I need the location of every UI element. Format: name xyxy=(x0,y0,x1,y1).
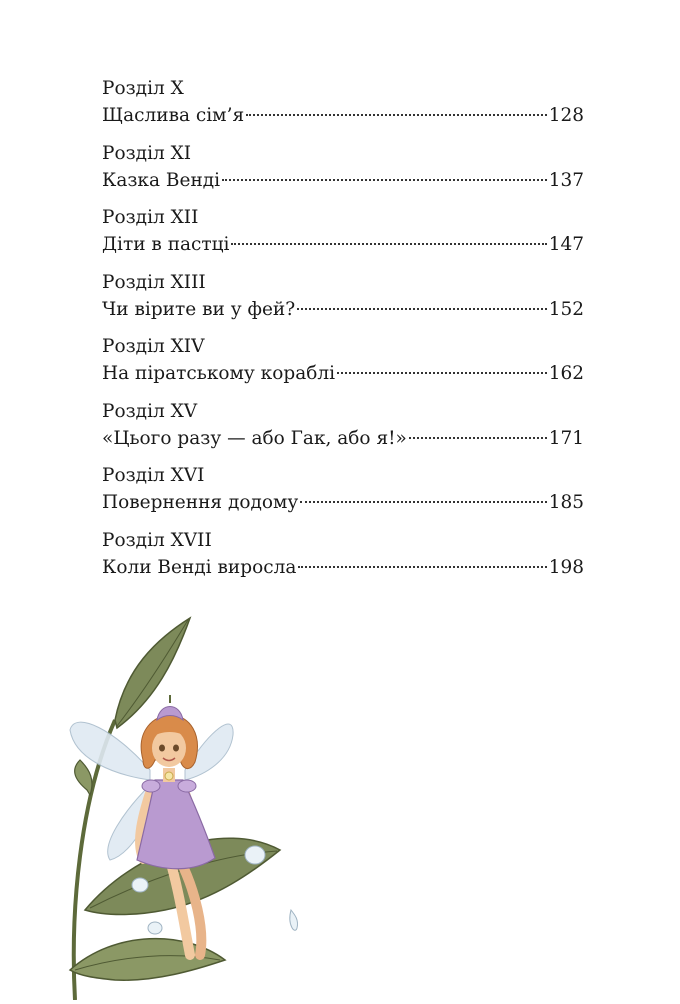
dew-drop xyxy=(132,878,148,892)
page-number: 147 xyxy=(548,234,584,255)
dot-leader xyxy=(222,179,547,181)
chapter-label: Розділ XIV xyxy=(102,336,205,357)
chapter-label: Розділ X xyxy=(102,78,184,99)
chapter-title: Чи вірите ви у фей? xyxy=(102,298,296,320)
page-number: 162 xyxy=(548,363,584,384)
chapter-title: На піратському кораблі xyxy=(102,363,336,384)
neck-flower xyxy=(165,772,173,780)
dot-leader xyxy=(231,243,546,245)
page-number: 152 xyxy=(548,298,584,320)
toc-entry[interactable] xyxy=(102,141,584,206)
toc-line xyxy=(102,361,584,388)
chapter-label: Розділ XIII xyxy=(102,271,206,293)
chapter-title: «Цього разу — або Гак, або я!» xyxy=(102,427,407,449)
toc-line xyxy=(102,426,584,453)
chapter-label: Розділ XV xyxy=(102,400,198,422)
chapter-title: Повернення додому xyxy=(102,492,299,513)
fairy-illustration-svg xyxy=(55,610,315,1000)
toc-line xyxy=(102,168,584,195)
toc-line xyxy=(102,490,584,517)
toc-entry[interactable] xyxy=(102,76,584,141)
toc-entry[interactable] xyxy=(102,205,584,270)
eye xyxy=(159,745,165,752)
dot-leader xyxy=(297,308,547,310)
toc-entry[interactable] xyxy=(102,270,584,335)
chapter-title: Щаслива сім’я xyxy=(102,105,245,126)
page-number: 128 xyxy=(548,105,584,126)
chapter-label: Розділ XII xyxy=(102,207,199,228)
fairy-on-leaf-illustration xyxy=(55,610,315,1000)
chapter-title: Казка Венді xyxy=(102,169,221,191)
chapter-title: Коли Венді виросла xyxy=(102,556,297,578)
sleeve xyxy=(142,780,160,792)
face xyxy=(152,729,186,767)
chapter-label: Розділ XVII xyxy=(102,529,212,551)
page-number: 198 xyxy=(548,556,584,578)
dew-drop-falling xyxy=(290,910,298,930)
toc-entry[interactable] xyxy=(102,399,584,464)
page-number: 171 xyxy=(548,427,584,449)
dew-drop xyxy=(245,846,265,864)
toc-line xyxy=(102,103,584,130)
dot-leader xyxy=(300,501,546,503)
toc-entry[interactable] xyxy=(102,463,584,528)
curl-leaf xyxy=(75,760,92,795)
toc-entry[interactable] xyxy=(102,334,584,399)
page-number: 185 xyxy=(548,492,584,513)
chapter-label: Розділ XI xyxy=(102,142,192,164)
eye xyxy=(173,745,179,752)
toc-line xyxy=(102,297,584,324)
toc-line xyxy=(102,232,584,259)
chapter-label: Розділ XVI xyxy=(102,465,205,486)
dot-leader xyxy=(337,372,547,374)
dew-drop xyxy=(148,922,162,934)
toc-line xyxy=(102,555,584,582)
toc-entry[interactable] xyxy=(102,528,584,593)
dot-leader xyxy=(246,114,547,116)
chapter-title: Діти в пастці xyxy=(102,234,230,255)
dot-leader xyxy=(298,566,546,568)
dot-leader xyxy=(409,437,547,439)
page-number: 137 xyxy=(548,169,584,191)
table-of-contents xyxy=(102,76,584,592)
sleeve xyxy=(178,780,196,792)
